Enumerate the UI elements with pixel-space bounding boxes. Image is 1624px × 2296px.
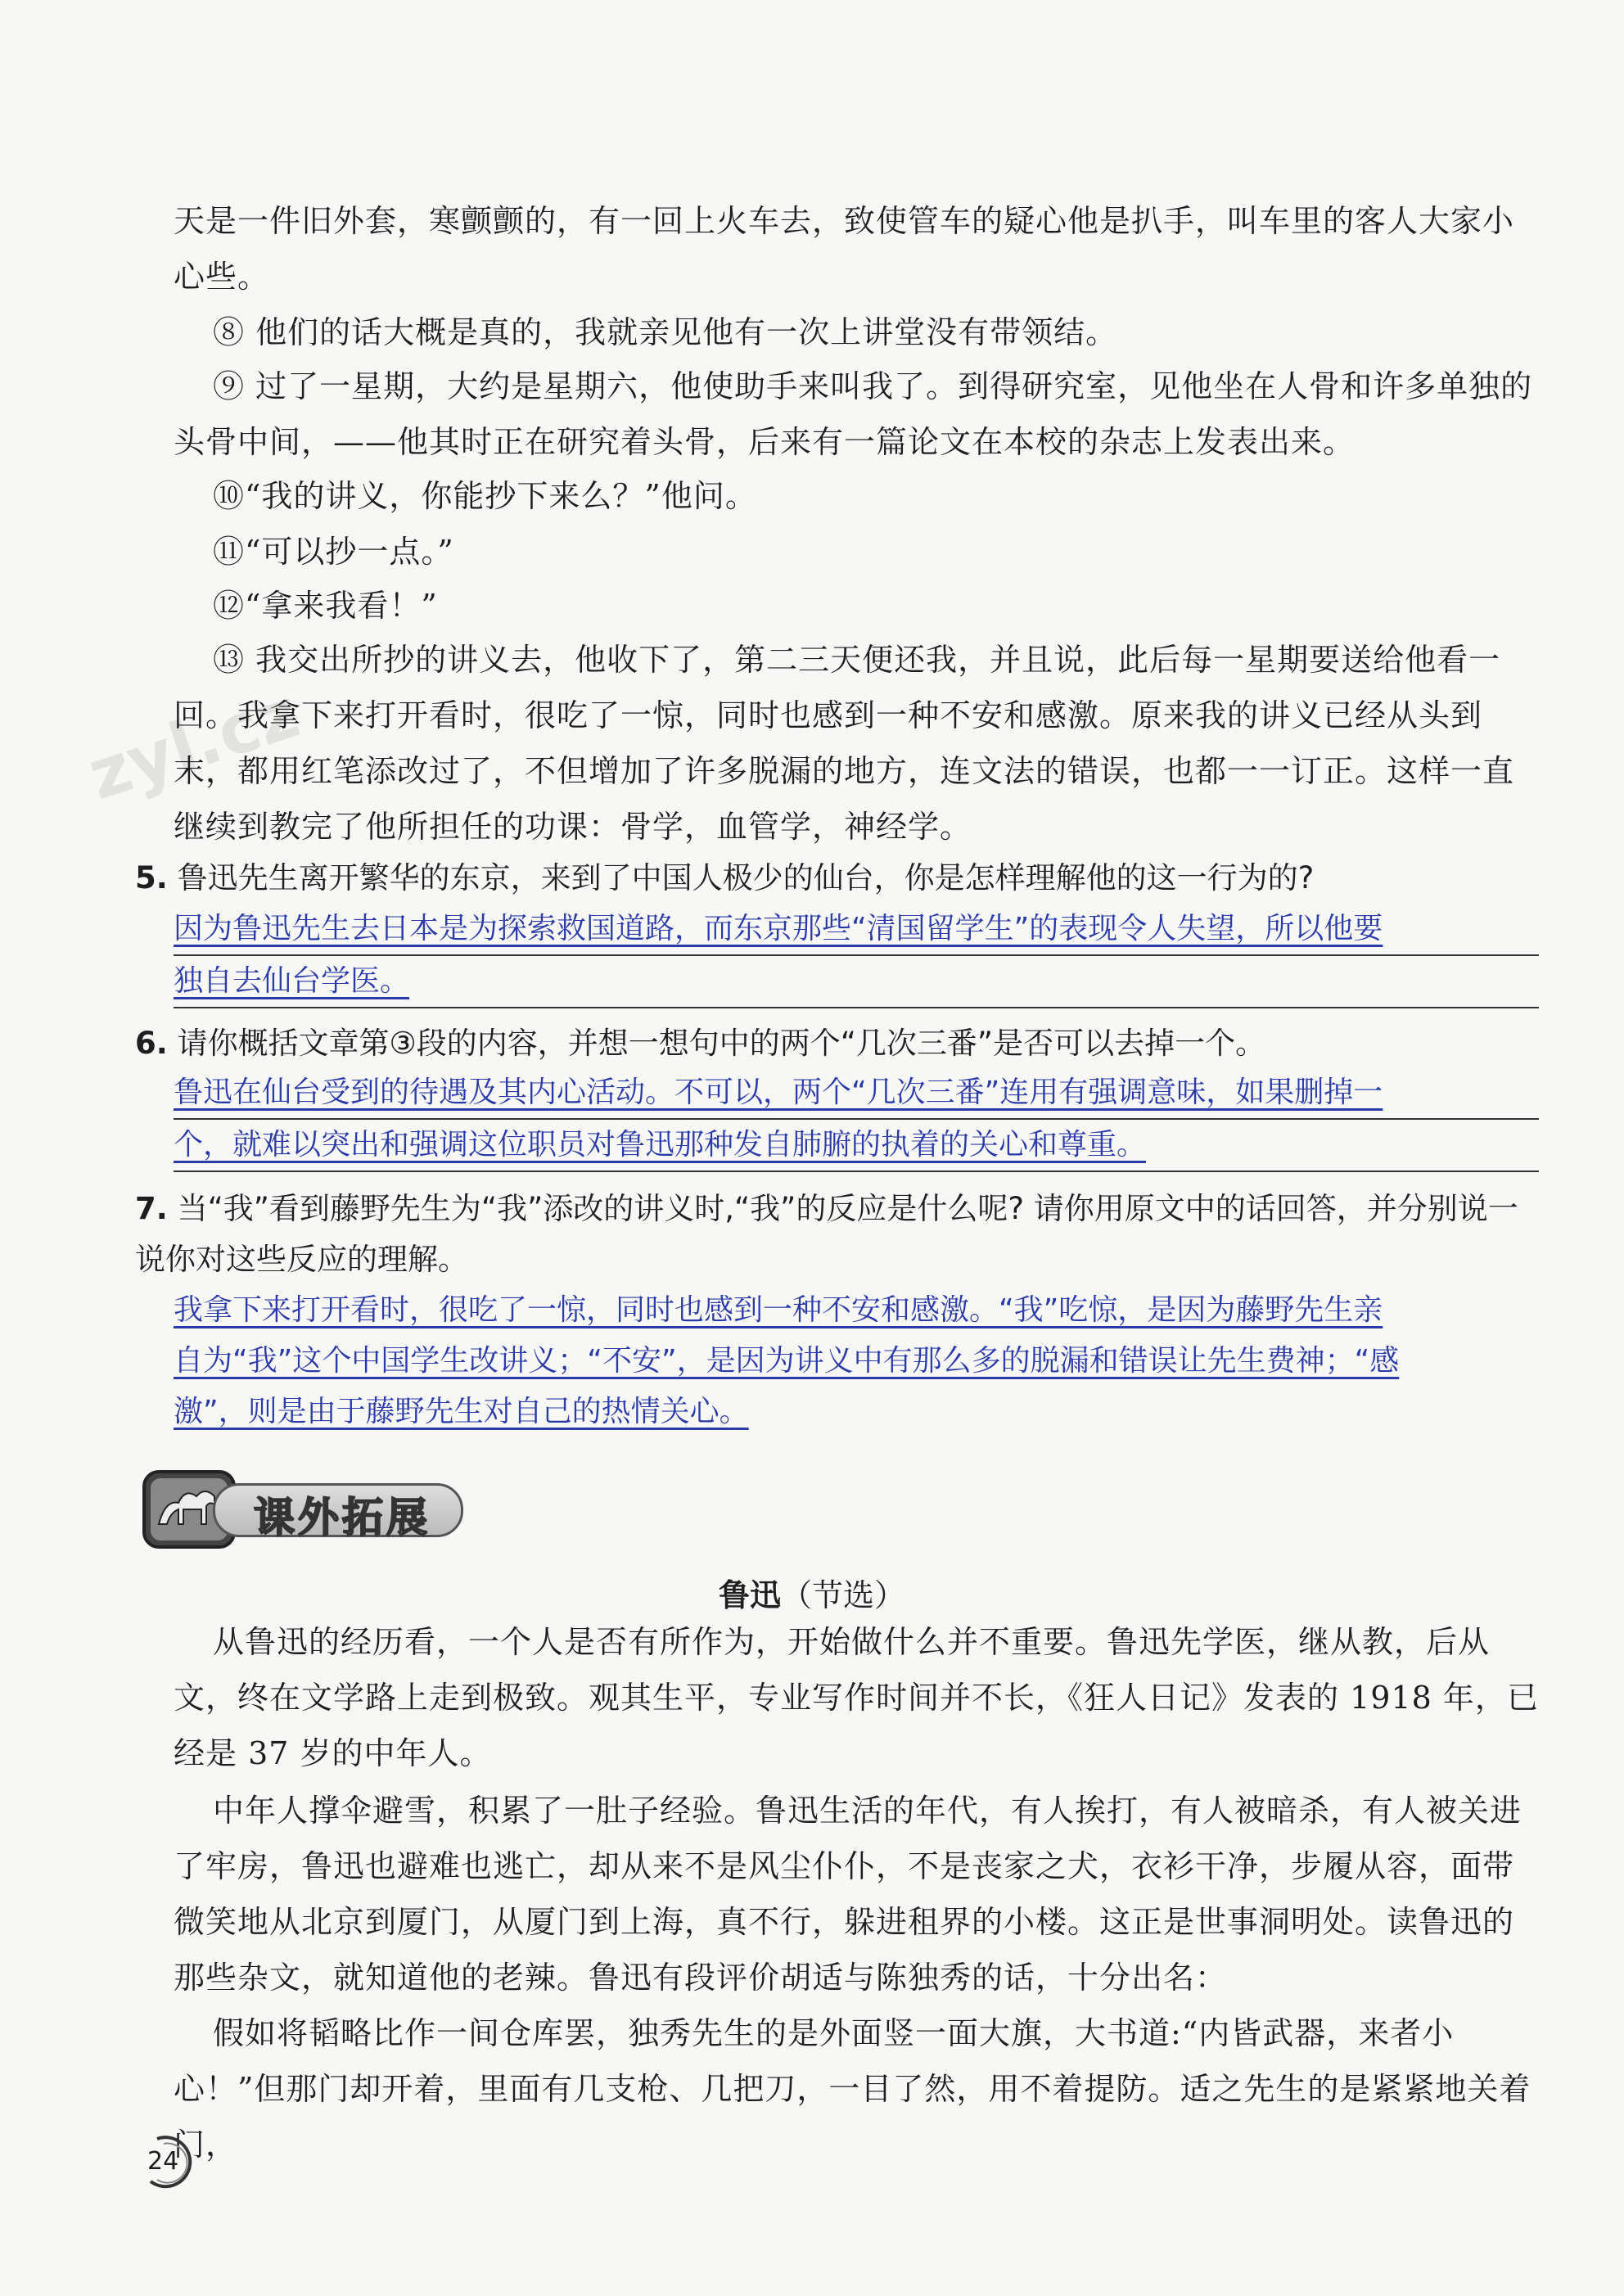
passage-paragraph-13: ⑬ 我交出所抄的讲义去，他收下了，第二三天便还我，并且说，此后每一星期要送给他看一回。我拿下来打开看时，很吃了一惊，同时也感到一种不安和感激。原来我的讲义已经从头到末，都用红笔添改过了，不但增加了许多脱漏的地方，连文法的错误，也都一一订正。这样一直继续到教完了他所担任的功课：骨学，血管学，神经学。 [174,642,1515,845]
passage-paragraph-12: ⑫“拿来我看！” [213,588,438,624]
question-number: 7. [135,1191,168,1226]
article-title-sub: （节选） [781,1577,906,1613]
answer-line: 我拿下来打开看时，很吃了一惊，同时也感到一种不安和感激。“我”吃惊，是因为藤野先生亲 [174,1293,1383,1327]
question-7 [135,1184,1539,1285]
answer-line: 独自去仙台学医。 [174,956,1539,1008]
page-number-badge [141,2132,198,2190]
answer-line: 自为“我”这个中国学生改讲义；“不安”，是因为讲义中有那么多的脱漏和错误让先生费神；“感 [174,1344,1400,1378]
passage-paragraph-11: ⑪“可以抄一点。” [213,534,454,570]
passage-paragraph-continued: 天是一件旧外套，寒颤颤的，有一回上火车去，致使管车的疑心他是扒手，叫车里的客人大家小心些。 [174,203,1515,295]
answer-line: 激”，则是由于藤野先生对自己的热情关心。 [174,1395,749,1428]
question-number: 6. [135,1026,168,1061]
question-text: 鲁迅先生离开繁华的东京，来到了中国人极少的仙台，你是怎样理解他的这一行为的? [177,860,1315,895]
section-banner [139,1467,475,1552]
question-5 [135,853,1539,904]
article-title [0,1570,1624,1615]
article-paragraph: 从鲁迅的经历看，一个人是否有所作为，开始做什么并不重要。鲁迅先学医，继从教，后从文，终在文学路上走到极致。观其生平，专业写作时间并不长，《狂人日记》发表的 1918 年，已经是 37 岁的中年人。 [174,1624,1539,1771]
passage-paragraph-9: ⑨ 过了一星期，大约是星期六，他使助手来叫我了。到得研究室，见他坐在人骨和许多单独的头骨中间，——他其时正在研究着头骨，后来有一篇论文在本校的杂志上发表出来。 [174,368,1533,460]
article-title-main: 鲁迅 [718,1577,781,1613]
answer-7 [174,1285,1539,1437]
question-6 [135,1018,1539,1069]
answer-5 [174,904,1539,1008]
question-text: 当“我”看到藤野先生为“我”添改的讲义时,“我”的反应是什么呢? 请你用原文中的话回答，并分别说一说你对这些反应的理解。 [135,1191,1518,1277]
passage-paragraph-8: ⑧ 他们的话大概是真的，我就亲见他有一次上讲堂没有带领结。 [213,314,1118,350]
question-text: 请你概括文章第③段的内容，并想一想句中的两个“几次三番”是否可以去掉一个。 [177,1026,1266,1061]
answer-line: 因为鲁迅先生去日本是为探索救国道路，而东京那些“清国留学生”的表现令人失望，所以他要 [174,904,1539,956]
watermark: zyl.cz [79,672,309,816]
answer-line: 鲁迅在仙台受到的待遇及其内心活动。不可以，两个“几次三番”连用有强调意味，如果删掉一 [174,1067,1539,1120]
section-title: 课外拓展 [254,1494,431,1541]
page-number: 24 [147,2147,179,2176]
passage-paragraph-10: ⑩“我的讲义，你能抄下来么？”他问。 [213,478,757,514]
article-paragraph: 假如将韬略比作一间仓库罢，独秀先生的是外面竖一面大旗，大书道:“内皆武器，来者小心！”但那门却开着，里面有几支枪、几把刀，一目了然，用不着提防。适之先生的是紧紧地关着门， [174,2015,1532,2163]
question-number: 5. [135,860,168,895]
answer-line: 个，就难以突出和强调这位职员对鲁迅那种发自肺腑的执着的关心和尊重。 [174,1120,1539,1172]
answer-6 [174,1067,1539,1172]
article-paragraph: 中年人撑伞避雪，积累了一肚子经验。鲁迅生活的年代，有人挨打，有人被暗杀，有人被关进了牢房，鲁迅也避难也逃亡，却从来不是风尘仆仆，不是丧家之犬，衣衫干净，步履从容，面带微笑地从北京到厦门，从厦门到上海，真不行，躲进租界的小楼。这正是世事洞明处。读鲁迅的那些杂文，就知道他的老辣。鲁迅有段评价胡适与陈独秀的话，十分出名： [174,1793,1522,1996]
